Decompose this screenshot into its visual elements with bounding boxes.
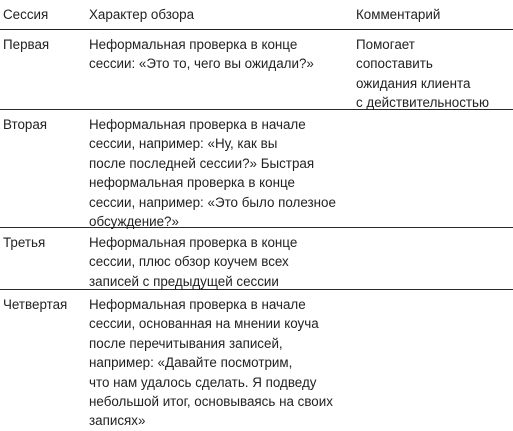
description-line: сессии, например: «Ну, как вы [89,136,278,152]
description-line: записях» [89,413,146,429]
table-header-row [0,0,513,30]
table-row [0,30,513,110]
description-line: записей с предыдущей сессии [89,273,279,289]
session-cell: Третья [3,235,46,250]
description-line: Неформальная проверка в конце [89,37,298,52]
session-cell: Первая [3,37,50,52]
table-row [0,228,513,290]
description-line: сессии, основанная на мнении коуча [89,316,319,332]
description-line: Неформальная проверка в начале [89,297,306,312]
description-line: сессии, например: «Это было полезное [89,194,336,210]
table-row [0,290,513,431]
description-cell [89,295,333,431]
description-line: неформальная проверка в конце [89,175,295,191]
description-cell [89,233,297,291]
description-line: после перечитывания записей, [89,335,283,351]
table-row [0,110,513,228]
comment-line: Помогает [356,37,415,52]
header-description: Характер обзора [89,7,195,22]
description-line: обсуждение?» [89,214,179,230]
comment-cell [356,35,489,113]
header-comment: Комментарий [356,7,441,22]
description-line: сессии, плюс обзор коучем всех [89,254,289,270]
session-cell: Четвертая [3,297,68,312]
description-line: небольшой итог, основываясь на своих [89,394,333,410]
description-line: сессии: «Это то, чего вы ожидали?» [89,56,314,72]
description-cell [89,115,336,231]
description-line: Неформальная проверка в конце [89,235,298,250]
description-cell [89,35,314,74]
description-line: после последней сессии?» Быстрая [89,155,315,171]
session-cell: Вторая [3,117,48,132]
description-line: например: «Давайте посмотрим, [89,355,293,371]
description-line: Неформальная проверка в начале [89,117,306,132]
comment-line: сопоставить [356,56,433,72]
comment-line: ожидания клиента [356,75,471,91]
comment-line: с действительностью [356,95,490,111]
description-line: что нам удалось сделать. Я подведу [89,374,317,390]
header-session: Сессия [3,7,49,22]
